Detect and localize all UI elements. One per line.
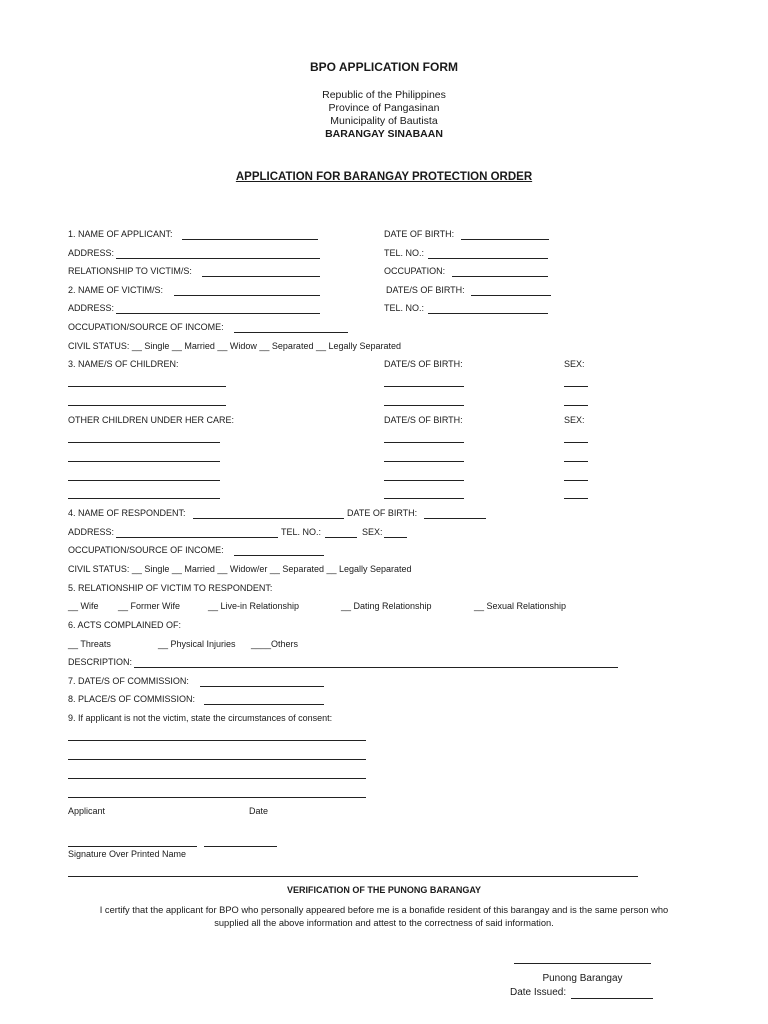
- header-line-republic: Republic of the Philippines: [322, 89, 446, 101]
- applicant-dob-label: DATE OF BIRTH:: [384, 229, 455, 239]
- description-label: DESCRIPTION:: [68, 657, 133, 667]
- respondent-tel-label: TEL. NO.:: [281, 527, 322, 537]
- acts-label: 6. ACTS COMPLAINED OF:: [68, 620, 182, 630]
- victim-occupation-label: OCCUPATION/SOURCE OF INCOME:: [68, 322, 224, 332]
- child-dob-field[interactable]: [384, 405, 464, 406]
- other-children-label: OTHER CHILDREN UNDER HER CARE:: [68, 415, 235, 425]
- form-title: BPO APPLICATION FORM: [310, 60, 458, 74]
- commission-places-field[interactable]: [204, 704, 324, 705]
- children-label: 3. NAME/S OF CHILDREN:: [68, 359, 179, 369]
- punong-barangay-signature-field[interactable]: [514, 963, 651, 964]
- children-dob-label: DATE/S OF BIRTH:: [384, 359, 463, 369]
- acts-option-threats[interactable]: __ Threats: [68, 639, 111, 649]
- respondent-sex-field[interactable]: [384, 537, 407, 538]
- applicant-dob-field[interactable]: [461, 239, 549, 240]
- respondent-occupation-label: OCCUPATION/SOURCE OF INCOME:: [68, 545, 224, 555]
- applicant-signature-field[interactable]: [68, 846, 197, 847]
- consent-line[interactable]: [68, 759, 366, 760]
- applicant-name-field[interactable]: [182, 239, 318, 240]
- applicant-date-field[interactable]: [204, 846, 277, 847]
- applicant-relationship-field[interactable]: [202, 276, 320, 277]
- applicant-name-label: 1. NAME OF APPLICANT:: [68, 229, 173, 239]
- victim-name-field[interactable]: [174, 295, 320, 296]
- victim-address-field[interactable]: [116, 313, 320, 314]
- child-sex-field[interactable]: [564, 386, 588, 387]
- applicant-address-label: ADDRESS:: [68, 248, 115, 258]
- victim-name-label: 2. NAME OF VICTIM/S:: [68, 285, 164, 295]
- other-child-name-field[interactable]: [68, 461, 220, 462]
- consent-line[interactable]: [68, 778, 366, 779]
- applicant-date-label: Date: [249, 806, 269, 816]
- victim-civil-status[interactable]: CIVIL STATUS: __ Single __ Married __ Widow __ Separated __ Legally Separated: [68, 341, 402, 351]
- children-sex-label: SEX:: [564, 359, 585, 369]
- victim-occupation-field[interactable]: [234, 332, 348, 333]
- other-child-name-field[interactable]: [68, 480, 220, 481]
- commission-dates-field[interactable]: [200, 686, 324, 687]
- acts-option-physical-injuries[interactable]: __ Physical Injuries: [158, 639, 236, 649]
- header-line-municipality: Municipality of Bautista: [330, 115, 438, 127]
- header-line-province: Province of Pangasinan: [328, 102, 440, 114]
- applicant-signature-label: Applicant: [68, 806, 106, 816]
- applicant-address-field[interactable]: [116, 258, 320, 259]
- verification-title: VERIFICATION OF THE PUNONG BARANGAY: [286, 885, 481, 895]
- other-child-name-field[interactable]: [68, 498, 220, 499]
- header-line-barangay: BARANGAY SINABAAN: [325, 128, 443, 140]
- applicant-occupation-label: OCCUPATION:: [384, 266, 446, 276]
- commission-dates-label: 7. DATE/S OF COMMISSION:: [68, 676, 189, 686]
- relationship-option-sexual[interactable]: __ Sexual Relationship: [474, 601, 567, 611]
- victim-address-label: ADDRESS:: [68, 303, 115, 313]
- other-child-sex-field[interactable]: [564, 498, 588, 499]
- form-subtitle: APPLICATION FOR BARANGAY PROTECTION ORDER: [235, 171, 533, 183]
- victim-dob-label: DATE/S OF BIRTH:: [386, 285, 465, 295]
- punong-barangay-label: Punong Barangay: [542, 973, 623, 984]
- respondent-tel-field[interactable]: [325, 537, 357, 538]
- other-child-sex-field[interactable]: [564, 480, 588, 481]
- other-child-dob-field[interactable]: [384, 461, 464, 462]
- relationship-option-live-in[interactable]: __ Live-in Relationship: [208, 601, 300, 611]
- certification-line-1: I certify that the applicant for BPO who personally appeared before me is a bonafide resident of this barangay and is the same person who: [99, 905, 669, 915]
- respondent-dob-field[interactable]: [424, 518, 486, 519]
- applicant-tel-label: TEL. NO.:: [384, 248, 425, 258]
- other-child-sex-field[interactable]: [564, 442, 588, 443]
- other-children-sex-label: SEX:: [564, 415, 585, 425]
- date-issued-field[interactable]: [571, 998, 653, 999]
- applicant-occupation-field[interactable]: [452, 276, 548, 277]
- date-issued-label: Date Issued:: [510, 987, 567, 998]
- respondent-address-field[interactable]: [116, 537, 278, 538]
- relationship-option-wife[interactable]: __ Wife: [68, 601, 99, 611]
- respondent-occupation-field[interactable]: [234, 555, 324, 556]
- child-dob-field[interactable]: [384, 386, 464, 387]
- child-sex-field[interactable]: [564, 405, 588, 406]
- child-name-field[interactable]: [68, 386, 226, 387]
- victim-dob-field[interactable]: [471, 295, 551, 296]
- other-child-dob-field[interactable]: [384, 498, 464, 499]
- applicant-relationship-label: RELATIONSHIP TO VICTIM/S:: [68, 266, 192, 276]
- other-children-dob-label: DATE/S OF BIRTH:: [384, 415, 463, 425]
- section-divider: [68, 876, 638, 877]
- consent-label: 9. If applicant is not the victim, state the circumstances of consent:: [68, 713, 333, 723]
- other-child-dob-field[interactable]: [384, 442, 464, 443]
- respondent-address-label: ADDRESS:: [68, 527, 115, 537]
- acts-option-others[interactable]: ____Others: [251, 639, 299, 649]
- other-child-sex-field[interactable]: [564, 461, 588, 462]
- commission-places-label: 8. PLACE/S OF COMMISSION:: [68, 694, 196, 704]
- other-child-name-field[interactable]: [68, 442, 220, 443]
- certification-line-2: supplied all the above information and attest to the correctness of said information.: [214, 918, 554, 928]
- applicant-tel-field[interactable]: [428, 258, 548, 259]
- other-child-dob-field[interactable]: [384, 480, 464, 481]
- victim-tel-field[interactable]: [428, 313, 548, 314]
- consent-line[interactable]: [68, 797, 366, 798]
- consent-line[interactable]: [68, 740, 366, 741]
- relationship-option-former-wife[interactable]: __ Former Wife: [118, 601, 181, 611]
- victim-tel-label: TEL. NO.:: [384, 303, 425, 313]
- description-field[interactable]: [134, 667, 618, 668]
- relationship-option-dating[interactable]: __ Dating Relationship: [341, 601, 432, 611]
- respondent-civil-status[interactable]: CIVIL STATUS: __ Single __ Married __ Widow/er __ Separated __ Legally Separated: [68, 564, 412, 574]
- respondent-dob-label: DATE OF BIRTH:: [347, 508, 418, 518]
- printed-name-label: Signature Over Printed Name: [68, 849, 187, 859]
- relationship-label: 5. RELATIONSHIP OF VICTIM TO RESPONDENT:: [68, 583, 273, 593]
- child-name-field[interactable]: [68, 405, 226, 406]
- respondent-sex-label: SEX:: [362, 527, 383, 537]
- respondent-name-field[interactable]: [193, 518, 344, 519]
- respondent-name-label: 4. NAME OF RESPONDENT:: [68, 508, 186, 518]
